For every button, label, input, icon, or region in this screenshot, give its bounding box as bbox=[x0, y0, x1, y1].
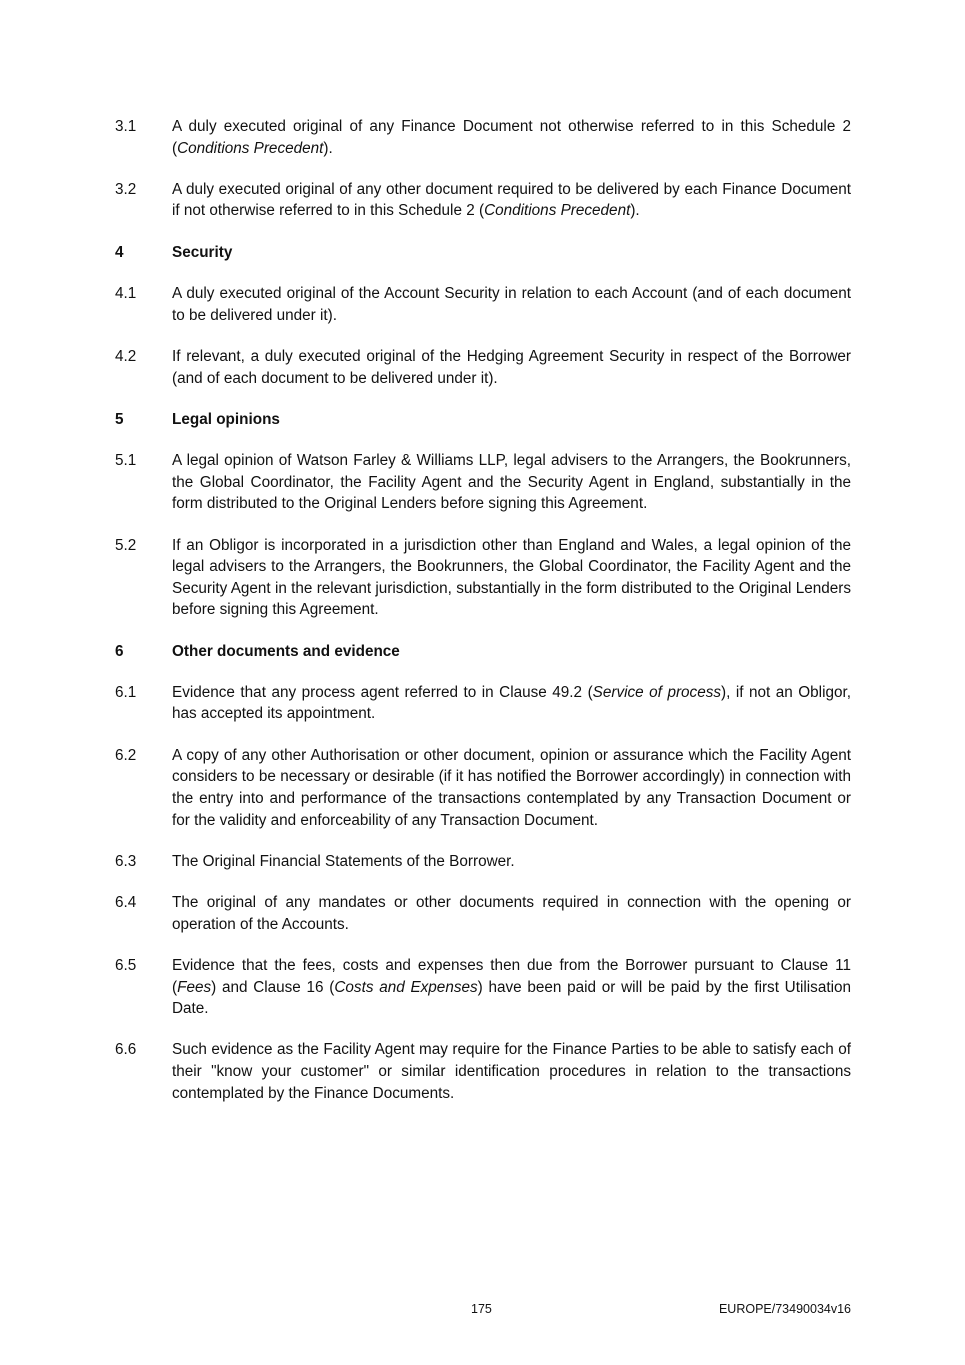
text-segment: Such evidence as the Facility Agent may require for the Finance Parties to be able to satisfy each of their "know your customer" or similar identification procedures in relation to the transactions contemplated by the Finance Documents. bbox=[172, 1041, 851, 1102]
section-number: 4 bbox=[115, 243, 124, 261]
clause-paragraph bbox=[115, 892, 851, 935]
italic-reference: Costs and Expenses bbox=[334, 978, 478, 996]
text-segment: A duly executed original of any Finance Document not otherwise referred to in this Schedule 2 ( bbox=[172, 118, 851, 157]
clause-text bbox=[172, 116, 851, 159]
clause-paragraph bbox=[115, 851, 851, 873]
clause-number: 5.2 bbox=[115, 536, 137, 554]
clause-number: 6.4 bbox=[115, 894, 137, 912]
clause-paragraph bbox=[115, 346, 851, 389]
text-segment: ) and Clause 16 ( bbox=[211, 978, 335, 996]
text-segment: Legal opinions bbox=[172, 410, 280, 428]
clause-text bbox=[172, 955, 851, 1020]
clause-text bbox=[172, 851, 851, 873]
clause-text bbox=[172, 535, 851, 621]
clause-text bbox=[172, 682, 851, 725]
text-segment: A duly executed original of any other document required to be delivered by each Finance Document if not otherwise referred to in this Schedule 2 ( bbox=[172, 180, 851, 220]
clause-number: 5.1 bbox=[115, 452, 137, 470]
section-heading bbox=[115, 641, 851, 663]
text-segment: The Original Financial Statements of the Borrower. bbox=[172, 852, 515, 870]
clause-text bbox=[172, 745, 851, 831]
text-segment: Evidence that any process agent referred to in Clause 49.2 ( bbox=[172, 683, 593, 701]
section-title bbox=[172, 242, 851, 264]
italic-reference: Conditions Precedent bbox=[177, 139, 324, 157]
clause-paragraph bbox=[115, 179, 851, 222]
section-number: 5 bbox=[115, 410, 124, 428]
text-segment: A duly executed original of the Account Security in relation to each Account (and of each document to be delivered under it). bbox=[172, 285, 851, 324]
section-title bbox=[172, 409, 851, 431]
text-segment: ), if not an Obligor, has accepted its appointment. bbox=[172, 683, 851, 723]
text-segment: Evidence that the fees, costs and expenses then due from the Borrower pursuant to Clause 11 ( bbox=[172, 956, 851, 996]
text-segment: The original of any mandates or other documents required in connection with the opening or operation of the Accounts. bbox=[172, 894, 851, 933]
text-segment: ). bbox=[323, 139, 333, 157]
text-segment: ) have been paid or will be paid by the first Utilisation Date. bbox=[172, 978, 851, 1018]
clause-number: 6.1 bbox=[115, 683, 137, 701]
clause-number: 6.2 bbox=[115, 746, 137, 764]
clause-number: 4.1 bbox=[115, 285, 137, 303]
section-title bbox=[172, 641, 851, 663]
clause-paragraph bbox=[115, 955, 851, 1020]
clause-text bbox=[172, 179, 851, 222]
clause-number: 3.2 bbox=[115, 180, 137, 198]
text-segment: If relevant, a duly executed original of the Hedging Agreement Security in respect of the Borrower (and of each document to be delivered under it). bbox=[172, 347, 851, 387]
text-segment: If an Obligor is incorporated in a jurisdiction other than England and Wales, a legal opinion of the legal advisers to the Arrangers, the Bookrunners, the Global Coordinator, the Facility Agent and the Security Agent in the relevant jurisdiction, substantially in the form distributed to the Original Lenders before signing this Agreement. bbox=[172, 536, 851, 619]
text-segment: Other documents and evidence bbox=[172, 642, 400, 660]
document-body bbox=[115, 116, 851, 1124]
text-segment: A legal opinion of Watson Farley & Williams LLP, legal advisers to the Arrangers, the Bookrunners, the Global Coordinator, the Facility Agent and the Security Agent in England, substantially in the form distributed to the Original Lenders before signing this Agreement. bbox=[172, 452, 851, 513]
clause-number: 3.1 bbox=[115, 118, 137, 135]
clause-text bbox=[172, 346, 851, 389]
clause-number: 6.6 bbox=[115, 1041, 137, 1059]
clause-paragraph bbox=[115, 283, 851, 326]
clause-text bbox=[172, 1039, 851, 1104]
text-segment: Security bbox=[172, 243, 233, 261]
clause-paragraph bbox=[115, 116, 851, 159]
clause-number: 6.5 bbox=[115, 956, 137, 974]
clause-paragraph bbox=[115, 682, 851, 725]
italic-reference: Conditions Precedent bbox=[484, 202, 631, 220]
text-segment: A copy of any other Authorisation or other document, opinion or assurance which the Facility Agent considers to be necessary or desirable (if it has notified the Borrower accordingly) in connection with the entry into and performance of the transactions contemplated by any Transaction Document or for the validity and enforceability of any Transaction Document. bbox=[172, 746, 851, 829]
section-number: 6 bbox=[115, 642, 124, 660]
clause-text bbox=[172, 892, 851, 935]
clause-text bbox=[172, 450, 851, 515]
section-heading bbox=[115, 242, 851, 264]
section-heading bbox=[115, 409, 851, 431]
clause-number: 6.3 bbox=[115, 852, 137, 870]
document-reference: EUROPE/73490034v16 bbox=[718, 1302, 851, 1316]
clause-paragraph bbox=[115, 535, 851, 621]
clause-paragraph bbox=[115, 450, 851, 515]
clause-paragraph bbox=[115, 1039, 851, 1104]
italic-reference: Service of process bbox=[592, 683, 721, 701]
page-number: 175 bbox=[471, 1302, 492, 1316]
italic-reference: Fees bbox=[177, 978, 212, 996]
clause-text bbox=[172, 283, 851, 326]
clause-number: 4.2 bbox=[115, 347, 137, 365]
text-segment: ). bbox=[630, 202, 640, 220]
clause-paragraph bbox=[115, 745, 851, 831]
